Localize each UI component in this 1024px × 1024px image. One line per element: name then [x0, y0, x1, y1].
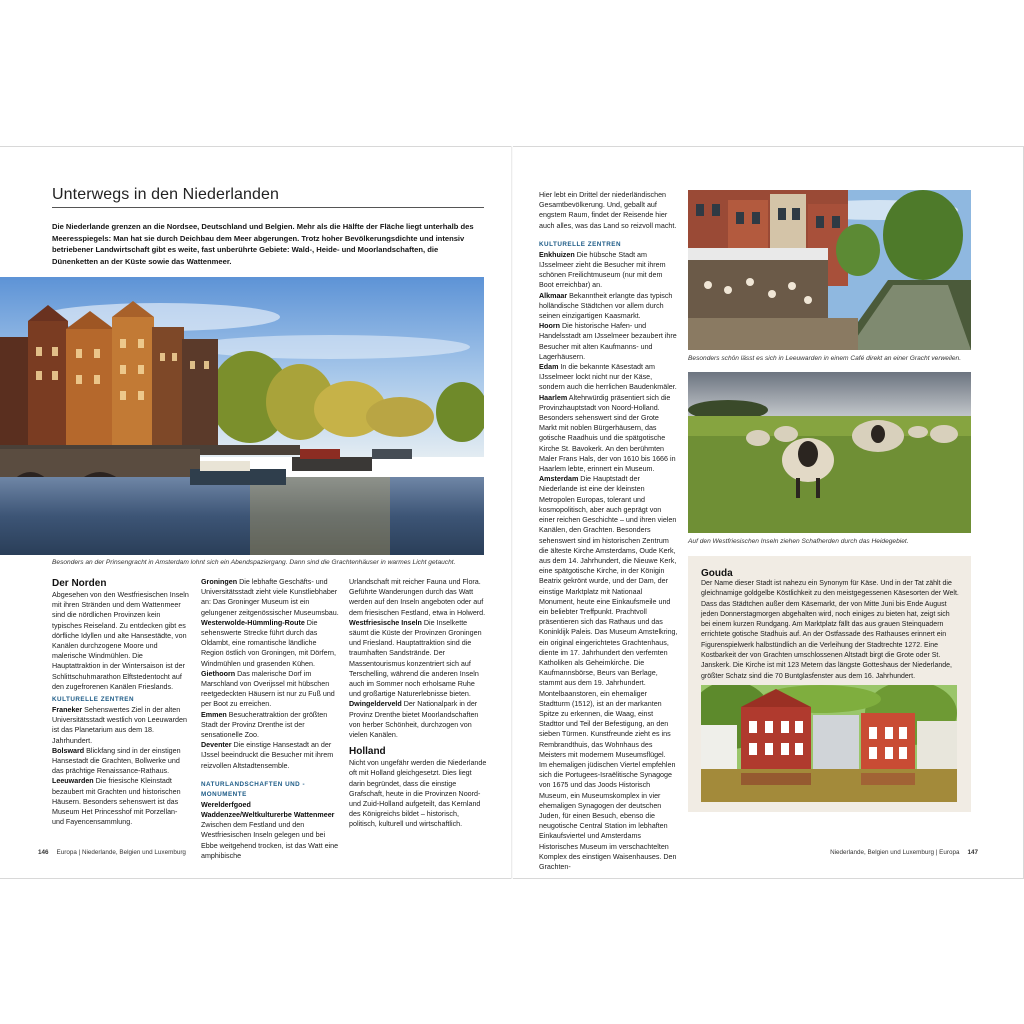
entry-enkhuizen — [539, 250, 678, 291]
entry-dwingelderveld — [349, 699, 487, 740]
paragraph-urlandschaft: Urlandschaft mit reicher Fauna und Flora. Geführte Wanderungen durch das Watt werden auf den Inseln angeboten oder auf dem friesischen Festland, etwa in Holwerd. — [349, 578, 486, 617]
entry-text: Besucherattraktion der größten Stadt der Provinz Drenthe ist der sensationelle Zoo. — [201, 710, 328, 740]
title-rule — [52, 207, 484, 208]
running-footer-left: Europa | Niederlande, Belgien und Luxemburg — [56, 849, 186, 856]
entry-deventer — [201, 740, 340, 771]
footer-right — [830, 849, 986, 856]
entry-text: Die hübsche Stadt am IJsselmeer zieht die Besucher mit ihrem schönen Freilichtmuseum (nur mit dem Boot erreichbar) an. — [539, 250, 666, 290]
paragraph-holland: Nicht von ungefähr werden die Niederlande oft mit Holland gleichgesetzt. Dies liegt darin begründet, dass die einstige Grafschaft, heute in die Provinzen Noord- und Zuid-Holland aufgeteilt, das Kernland des Königreichs bildet – historisch, politisch, kulturell und wirtschaftlich. — [349, 759, 487, 829]
entry-title: Giethoorn — [201, 669, 236, 678]
intro-paragraph: Die Niederlande grenzen an die Nordsee, Deutschland und Belgien. Mehr als die Hälfte der Fläche liegt unterhalb des Meeresspiegels: Man hat sie durch Deichbau dem Meer abgerungen. Trotz hoher Bevölkerungsdichte und intensiv betriebener Landwirtschaft gibt es weite, fast unberührte Gebiete: Wald-, Heide- und Moorlandschaften, die Dünenketten an der Küste sowie das Wattenmeer. — [52, 222, 474, 266]
entry-text: Das malerische Dorf im Marschland von Overijssel mit hübschen reetgedeckten Häusern ist nur zu Fuß und per Boot zu erreichen. — [201, 669, 335, 709]
page-number-left: 146 — [38, 849, 49, 856]
entry-haarlem — [539, 393, 678, 475]
entry-giethoorn — [201, 669, 340, 710]
entry-title: Werelderfgoed Waddenzee/Weltkulturerbe Wattenmeer — [201, 800, 335, 820]
photo-cafe-leeuwarden — [688, 190, 971, 350]
entry-title: Leeuwarden — [52, 777, 94, 786]
entry-text: Die sehenswerte Strecke führt durch das Oldambt, eine romantische ländliche Region östlich von Groningen, mit Dörfern, Windmühlen und grasenden Kühen. — [201, 618, 336, 668]
entry-title: Westfriesische Inseln — [349, 618, 422, 627]
entry-text: Die Inselkette säumt die Küste der Provinzen Groningen und Friesland. Hauptattraktion sind die traumhaften Sandstrände. Der Massentourismus konzentriert sich auf Terschelling, während die anderen Inseln auch im Sommer noch erholsame Ruhe und großartige Naturerlebnisse bieten. — [349, 618, 482, 699]
photo-gouda-houses — [701, 685, 957, 802]
entry-title: Franeker — [52, 706, 83, 715]
entry-westfriesische-inseln — [349, 618, 487, 700]
entry-amsterdam — [539, 474, 678, 760]
entry-franeker — [52, 705, 191, 746]
entry-alkmaar — [539, 291, 678, 322]
entry-text: Blickfang sind in der einstigen Hansestadt die Grachten, Bollwerke und das prächtige Renaissance-Rathaus. — [52, 746, 181, 776]
entry-groningen — [201, 577, 340, 618]
entry-text: In die bekannte Käsestadt am IJsselmeer lockt nicht nur der Käse, sondern auch die herrlichen Baudenkmäler. — [539, 363, 677, 392]
column-holland-orte — [539, 190, 678, 872]
photo-sheep-heath — [688, 372, 971, 533]
category-kulturelle-zentren-2: KULTURELLE ZENTREN — [539, 240, 621, 248]
entry-text: Altehrwürdig präsentiert sich die Provinzhauptstadt von Noord-Holland. Besonders sehenswert sind der Grote Markt mit noblen Bürgerhäusern, das gotische Raadhuis und die spätgotische Kirche St. Bavokerk. An den berühmten Maler Frans Hals, der von 1610 bis 1666 in Haarlem lebte, erinnert ein Museum. — [539, 393, 676, 474]
entry-westerwolde — [201, 618, 340, 669]
entry-title: Alkmaar — [539, 291, 568, 300]
entry-title: Emmen — [201, 710, 227, 719]
caption-sheep: Auf den Westfriesischen Inseln ziehen Schafherden durch das Heidegebiet. — [688, 538, 909, 545]
page-number-right: 147 — [967, 849, 978, 856]
column-inseln-holland — [349, 577, 487, 830]
entry-title: Amsterdam — [539, 475, 579, 484]
entry-text: Die Hauptstadt der Niederlande ist eine der kleinsten Metropolen Europas, tolerant und kosmopolitisch, aber auch geprägt von einer reichen Geschichte – und ihren vielen Kanälen, den Grachten. Besonders sehenswert sind im historischen Zentrum die älteste Kirche Amsterdams, Oude Kerk, aus dem 14. Jahrhundert, die Nieuwe Kerk, eine spätgotische Kirche, in der Königin Beatrix gekrönt wurde, und der Dam, der einstige Marktplatz mit Nationaal Monument, heute eine Einkaufsmeile und ein beliebter Treffpunkt. Prachtvoll präsentieren sich das Rathaus und das Koninklijk Paleis. Das Museum Amstelkring, ein original eingerichtetes Grachtenhaus, diente im 17. Jahrhundert den verfemten Katholiken als Geheimkirche. Die Kaufmannsbörse, Beurs van Berlage, stammt aus dem 19. Jahrhundert. Montelbaanstoren, ein ehemaliger Stadtturm (1512), ist an der markanten Spitze zu erkennen, die Waag, einst Stadttor und Teil der Befestigung, an den sieben Türmen. Kunstfreunde zieht es ins Rembrandthuis, das Wohnhaus des Meisters mit modernem Museumsflügel. — [539, 475, 678, 759]
caption-cafe: Besonders schön lässt es sich in Leeuwarden in einem Café direkt an einer Gracht verweilen. — [688, 355, 962, 362]
entry-emmen — [201, 710, 340, 741]
page-title: Unterwegs in den Niederlanden — [52, 186, 280, 203]
entry-title: Enkhuizen — [539, 250, 575, 259]
paragraph-juedisches-viertel: Im ehemaligen jüdischen Viertel empfehlen sich die Portugees-Israëlitische Synagoge von 1675 und das Joods Historisch Museum, ein Museumskomplex in vier ehemaligen Synagogen der deutschen Juden, für einen Besuch, ebenso die neugotische Central Station im lebhaften Einkaufsviertel und Amsterdams Historisches Museum im verschachtelten Komplex des einstigen Waisenhauses. Den Grachten- — [539, 760, 677, 871]
entry-text: Der Nationalpark in der Provinz Drenthe bietet Moorlandschaften von herber Schönheit, durchzogen von vielen Kanälen. — [349, 700, 479, 740]
entry-text: Die lebhafte Geschäfts- und Universitätsstadt zieht viele Kunstliebhaber an: Das Groninger Museum ist ein gelungener zeitgenössischer Museumsbau. — [201, 578, 339, 617]
entry-title: Hoorn — [539, 322, 561, 331]
entry-title: Groningen — [201, 578, 238, 586]
entry-text: Die einstige Hansestadt an der IJssel beeindruckt die Besucher mit ihrem reizvollen Altstadtensemble. — [201, 741, 334, 770]
entry-wattenmeer — [201, 800, 340, 861]
page-gutter — [511, 146, 513, 879]
entry-text: Die historische Hafen- und Handelsstadt am IJsselmeer bezaubert ihre Besucher mit alten Kaufmanns- und Lagerhäusern. — [539, 322, 677, 361]
category-kulturelle-zentren: KULTURELLE ZENTREN — [52, 696, 134, 704]
running-footer-right: Niederlande, Belgien und Luxemburg | Europa — [830, 849, 960, 856]
entry-leeuwarden — [52, 776, 191, 827]
caption-amsterdam: Besonders an der Prinsengracht in Amsterdam lohnt sich ein Abendspaziergang. Dann sind die Grachtenhäuser in warmes Licht getaucht. — [52, 559, 456, 566]
paragraph-gouda: Der Name dieser Stadt ist nahezu ein Synonym für Käse. Und in der Tat zählt die gleichnamige goldgelbe Köstlichkeit zu den meistgegessenen Käsesorten der Welt. Dass das Städtchen außer dem Käsemarkt, der von Mitte Juni bis Ende August jeden Donnerstagmorgen abgehalten wird, noch einiges zu bieten hat, zeigt sich bei einem kurzen Rundgang. Am Marktplatz fällt das aus grauen Steinquadern errichtete gotische Stadhuis auf. An der Ostfassade des Rathauses erinnert ein Figurenspielwerk halbstündlich an die Verleihung der Stadtrechte 1272. Eine Kostbarkeit der von Grachten umschlossenen Altstadt birgt die Grote oder St. Janskerk. Die Kirche ist mit 123 Metern das längste Gotteshaus der Niederlande, größter Schatz sind die 70 Buntglasfenster aus dem 16. Jahrhundert. — [701, 580, 959, 680]
entry-title: Haarlem — [539, 393, 568, 402]
entry-title: Dwingelderveld — [349, 700, 402, 709]
entry-title: Edam — [539, 363, 559, 372]
paragraph-norden-intro: Abgesehen von den Westfriesischen Inseln mit ihren Stränden und dem Wattenmeer sind die nördlichen Provinzen kein typisches Reiseland. Zu entdecken gibt es dörfliche Idyllen und alte Hansestädte, von Kanälen durchzogene Moore und malerische Windmühlen. Die Hauptattraktion in der Wintersaison ist der Schlittschuhmarathon Elftstedentocht auf den zugefrorenen Kanälen Frieslands. — [52, 591, 189, 691]
entry-hoorn — [539, 321, 678, 362]
paragraph-drittel: Hier lebt ein Drittel der niederländischen Gesamtbevölkerung. Und, geballt auf engstem Raum, findet der Reisende hier auch alles, was das Land so reizvoll macht. — [539, 191, 677, 230]
entry-edam — [539, 362, 678, 393]
entry-text: Zwischen dem Festland und den Westfriesischen Inseln gelegen und bei Ebbe weitgehend trocken, ist das Watt eine amphibische — [201, 821, 339, 860]
footer-left — [30, 849, 186, 856]
entry-bolsward — [52, 746, 191, 777]
column-der-norden — [52, 577, 191, 827]
entry-title: Westerwolde-Hümmling-Route — [201, 618, 305, 627]
column-nord-orte — [201, 577, 340, 861]
heading-der-norden: Der Norden — [52, 578, 107, 589]
entry-text: Die friesische Kleinstadt bezaubert mit Grachten und historischen Häusern. Besonders sehenswert ist das Museum Het Princesshof mit Porzellan- und Fayencensammlung. — [52, 777, 181, 827]
entry-title: Deventer — [201, 741, 232, 750]
heading-gouda: Gouda — [701, 568, 733, 579]
heading-holland: Holland — [349, 746, 386, 758]
category-naturlandschaften: NATURLANDSCHAFTEN UND -MONUMENTE — [201, 780, 306, 798]
entry-text: Bekanntheit erlangte das typisch holländische Städtchen vor allem durch seinen einzigartigen Kaasmarkt. — [539, 291, 673, 321]
photo-prinsengracht-amsterdam — [0, 277, 484, 555]
entry-text: Sehenswertes Ziel in der alten Universitätsstadt westlich von Leeuwarden ist das Planetarium aus dem 18. Jahrhundert. — [52, 706, 187, 745]
entry-title: Bolsward — [52, 746, 85, 755]
